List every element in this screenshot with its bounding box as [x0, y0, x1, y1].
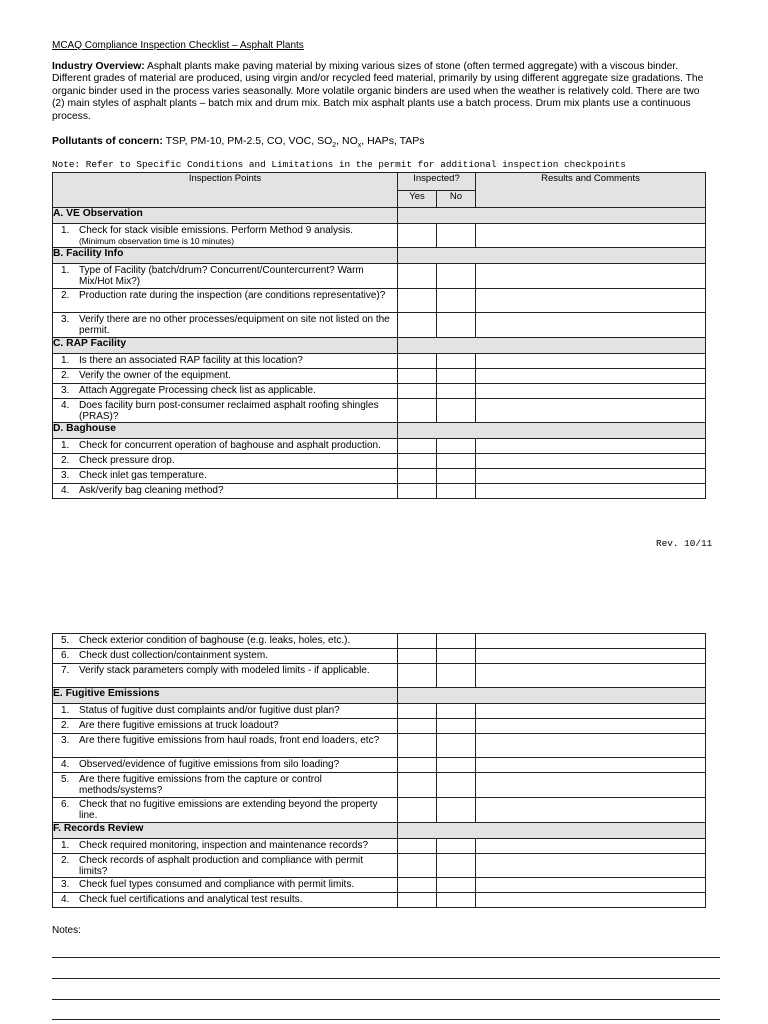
checklist-item-row [53, 893, 706, 908]
results-comments-field[interactable] [476, 312, 706, 337]
inspection-point [53, 368, 398, 383]
yes-checkbox[interactable] [398, 312, 437, 337]
inspection-point [53, 649, 398, 664]
checklist-item-row [53, 454, 706, 469]
section-results-cell [398, 248, 706, 264]
yes-checkbox[interactable] [398, 704, 437, 719]
notes-line [52, 999, 720, 1000]
section-header-row [53, 423, 706, 439]
inspection-point [53, 797, 398, 822]
item-number: 3. [61, 879, 70, 891]
item-text: Verify the owner of the equipment. [79, 369, 231, 381]
inspection-point [53, 758, 398, 773]
checklist-item-row [53, 312, 706, 337]
inspection-point [53, 383, 398, 398]
pollutants-of-concern [52, 135, 424, 150]
inspection-point [53, 704, 398, 719]
results-comments-field[interactable] [476, 469, 706, 484]
yes-checkbox[interactable] [398, 454, 437, 469]
no-checkbox[interactable] [437, 758, 476, 773]
item-number: 1. [61, 839, 70, 851]
item-number: 2. [61, 289, 70, 301]
yes-checkbox[interactable] [398, 383, 437, 398]
section-header-row [53, 822, 706, 838]
results-comments-field[interactable] [476, 264, 706, 289]
checklist-item-row [53, 853, 706, 878]
no-checkbox[interactable] [437, 773, 476, 798]
results-comments-field[interactable] [476, 634, 706, 649]
no-checkbox[interactable] [437, 893, 476, 908]
item-number: 6. [61, 650, 70, 661]
checklist-item-row [53, 439, 706, 454]
results-comments-field[interactable] [476, 719, 706, 734]
section-results-cell [398, 208, 706, 224]
inspection-point [53, 353, 398, 368]
yes-checkbox[interactable] [398, 893, 437, 908]
yes-checkbox[interactable] [398, 838, 437, 853]
inspection-point [53, 484, 398, 499]
item-number: 1. [61, 225, 70, 236]
no-checkbox[interactable] [437, 439, 476, 454]
checklist-item-row [53, 664, 706, 688]
item-text: Check dust collection/containment system. [79, 650, 268, 661]
results-comments-field[interactable] [476, 704, 706, 719]
pollutants-list: TSP, PM-10, PM-2.5, CO, VOC, $SO_2$, $NO_x$, HAPs, TAPs [165, 135, 425, 150]
item-text: Observed/evidence of fugitive emissions from silo loading? [79, 759, 340, 770]
item-text: Type of Facility (batch/drum? Concurrent/Countercurrent? Warm Mix/Hot Mix?) [79, 265, 364, 288]
no-header: No [437, 191, 476, 208]
checklist-item-row [53, 838, 706, 853]
section-header-row [53, 688, 706, 704]
item-number: 6. [61, 798, 70, 810]
no-checkbox[interactable] [437, 484, 476, 499]
results-comments-field[interactable] [476, 398, 706, 423]
no-checkbox[interactable] [437, 224, 476, 248]
item-number: 1. [61, 440, 70, 452]
inspection-point [53, 398, 398, 423]
item-text: Check required monitoring, inspection and maintenance records? [79, 839, 369, 851]
item-text: Are there fugitive emissions at truck loadout? [79, 720, 279, 731]
no-checkbox[interactable] [437, 398, 476, 423]
results-comments-field[interactable] [476, 893, 706, 908]
section-title: B. Facility Info [53, 248, 398, 264]
item-text: Check exterior condition of baghouse (e.g. leaks, holes, etc.). [79, 635, 351, 646]
checklist-item-row [53, 288, 706, 312]
checklist-item-row [53, 704, 706, 719]
yes-checkbox[interactable] [398, 484, 437, 499]
yes-checkbox[interactable] [398, 797, 437, 822]
results-comments-field[interactable] [476, 224, 706, 248]
no-checkbox[interactable] [437, 664, 476, 688]
inspection-points-header: Inspection Points [53, 173, 398, 208]
results-comments-field[interactable] [476, 758, 706, 773]
item-number: 1. [61, 354, 70, 366]
yes-checkbox[interactable] [398, 853, 437, 878]
item-text: Check fuel types consumed and compliance with permit limits. [79, 879, 355, 891]
item-number: 1. [61, 265, 70, 276]
yes-checkbox[interactable] [398, 719, 437, 734]
no-checkbox[interactable] [437, 838, 476, 853]
results-comments-field[interactable] [476, 383, 706, 398]
yes-checkbox[interactable] [398, 734, 437, 758]
item-number: 4. [61, 485, 70, 497]
no-checkbox[interactable] [437, 797, 476, 822]
item-number: 3. [61, 735, 70, 746]
results-comments-field[interactable] [476, 368, 706, 383]
inspection-point [53, 773, 398, 798]
item-number: 2. [61, 369, 70, 381]
no-checkbox[interactable] [437, 454, 476, 469]
item-subnote: (Minimum observation time is 10 minutes) [79, 236, 234, 247]
item-text: Check for stack visible emissions. Perform Method 9 analysis. [79, 225, 353, 236]
item-text: Attach Aggregate Processing check list as applicable. [79, 384, 316, 396]
checklist-item-row [53, 264, 706, 289]
section-results-cell [398, 337, 706, 353]
industry-overview [52, 61, 712, 123]
item-text: Verify stack parameters comply with modeled limits - if applicable. [79, 665, 370, 676]
notes-label: Notes: [52, 925, 81, 936]
checklist-item-row [53, 353, 706, 368]
inspection-point [53, 224, 398, 248]
section-title: C. RAP Facility [53, 337, 398, 353]
section-header-row [53, 248, 706, 264]
permit-note: Note: Refer to Specific Conditions and Limitations in the permit for additional inspection checkpoints [52, 159, 626, 170]
inspection-point [53, 634, 398, 649]
item-text: Production rate during the inspection (are conditions representative)? [79, 289, 386, 301]
inspection-checklist-table-continued [52, 633, 706, 908]
results-comments-field[interactable] [476, 853, 706, 878]
notes-line [52, 1019, 720, 1020]
inspection-point [53, 719, 398, 734]
item-text: Are there fugitive emissions from the capture or control methods/systems? [79, 774, 322, 797]
checklist-item-row [53, 383, 706, 398]
yes-checkbox[interactable] [398, 264, 437, 289]
no-checkbox[interactable] [437, 704, 476, 719]
item-number: 7. [61, 665, 70, 676]
no-checkbox[interactable] [437, 734, 476, 758]
checklist-item-row [53, 719, 706, 734]
checklist-item-row [53, 878, 706, 893]
item-text: Does facility burn post-consumer reclaimed asphalt roofing shingles (PRAS)? [79, 399, 379, 423]
inspection-point [53, 838, 398, 853]
no-checkbox[interactable] [437, 383, 476, 398]
section-results-cell [398, 423, 706, 439]
results-comments-field[interactable] [476, 664, 706, 688]
yes-checkbox[interactable] [398, 288, 437, 312]
results-comments-field[interactable] [476, 288, 706, 312]
notes-line [52, 978, 720, 979]
no-checkbox[interactable] [437, 634, 476, 649]
section-title: F. Records Review [53, 822, 398, 838]
no-checkbox[interactable] [437, 353, 476, 368]
checklist-item-row [53, 484, 706, 499]
no-checkbox[interactable] [437, 469, 476, 484]
results-comments-field[interactable] [476, 649, 706, 664]
checklist-item-row [53, 634, 706, 649]
item-text: Check records of asphalt production and compliance with permit limits? [79, 854, 364, 878]
results-comments-field[interactable] [476, 734, 706, 758]
item-number: 5. [61, 774, 70, 785]
section-results-cell [398, 688, 706, 704]
no-checkbox[interactable] [437, 288, 476, 312]
yes-checkbox[interactable] [398, 634, 437, 649]
revision-label: Rev. 10/11 [656, 538, 713, 549]
checklist-item-row [53, 649, 706, 664]
yes-checkbox[interactable] [398, 649, 437, 664]
inspected-header: Inspected? [398, 173, 476, 191]
no-checkbox[interactable] [437, 719, 476, 734]
overview-text: Asphalt plants make paving material by mixing various sizes of stone (often termed aggregate) with a viscous binder. Different grades of material are produced, using virgin and/or recycled feed material, primarily by using different aggregate size gradations. The organic binder used in the process varies seasonally. More volatile organic binders are used when the weather is relatively cold. There are two (2) main styles of asphalt plants – batch mix and drum mix. Batch mix asphalt plants use a batch process. Drum mix plants use a continuous process. [52, 61, 704, 122]
yes-checkbox[interactable] [398, 224, 437, 248]
item-number: 2. [61, 854, 70, 866]
checklist-item-row [53, 758, 706, 773]
yes-checkbox[interactable] [398, 469, 437, 484]
inspection-point [53, 264, 398, 289]
pollutants-label: Pollutants of concern: [52, 135, 163, 147]
inspection-point [53, 439, 398, 454]
yes-checkbox[interactable] [398, 439, 437, 454]
checklist-item-row [53, 773, 706, 798]
no-checkbox[interactable] [437, 264, 476, 289]
item-number: 2. [61, 455, 70, 467]
item-text: Check for concurrent operation of baghouse and asphalt production. [79, 440, 381, 452]
document-title: MCAQ Compliance Inspection Checklist – Asphalt Plants [52, 40, 304, 51]
inspection-point [53, 312, 398, 337]
yes-checkbox[interactable] [398, 878, 437, 893]
item-text: Are there fugitive emissions from haul roads, front end loaders, etc? [79, 735, 380, 746]
results-comments-field[interactable] [476, 454, 706, 469]
yes-checkbox[interactable] [398, 664, 437, 688]
checklist-item-row [53, 368, 706, 383]
inspection-point [53, 664, 398, 688]
item-text: Status of fugitive dust complaints and/or fugitive dust plan? [79, 705, 340, 716]
item-text: Check that no fugitive emissions are extending beyond the property line. [79, 798, 378, 822]
inspection-checklist-table [52, 172, 706, 499]
inspection-point [53, 878, 398, 893]
item-text: Ask/verify bag cleaning method? [79, 485, 224, 497]
no-checkbox[interactable] [437, 853, 476, 878]
inspection-point [53, 454, 398, 469]
item-text: Check fuel certifications and analytical test results. [79, 894, 303, 906]
section-title: D. Baghouse [53, 423, 398, 439]
no-checkbox[interactable] [437, 368, 476, 383]
no-checkbox[interactable] [437, 312, 476, 337]
item-number: 4. [61, 759, 70, 770]
yes-checkbox[interactable] [398, 353, 437, 368]
item-number: 1. [61, 705, 70, 716]
inspection-point [53, 853, 398, 878]
item-number: 4. [61, 399, 70, 411]
item-number: 3. [61, 313, 70, 325]
yes-checkbox[interactable] [398, 773, 437, 798]
results-comments-field[interactable] [476, 838, 706, 853]
inspection-point [53, 469, 398, 484]
checklist-item-row [53, 797, 706, 822]
no-checkbox[interactable] [437, 878, 476, 893]
section-title: E. Fugitive Emissions [53, 688, 398, 704]
section-header-row [53, 208, 706, 224]
no-checkbox[interactable] [437, 649, 476, 664]
inspection-point [53, 734, 398, 758]
results-comments-field[interactable] [476, 797, 706, 822]
checklist-item-row [53, 469, 706, 484]
results-comments-field[interactable] [476, 353, 706, 368]
results-comments-field[interactable] [476, 773, 706, 798]
section-header-row [53, 337, 706, 353]
item-text: Is there an associated RAP facility at this location? [79, 354, 303, 366]
notes-line [52, 957, 720, 958]
item-number: 3. [61, 384, 70, 396]
item-number: 4. [61, 894, 70, 906]
section-results-cell [398, 822, 706, 838]
item-text: Check inlet gas temperature. [79, 470, 207, 482]
yes-checkbox[interactable] [398, 758, 437, 773]
checklist-item-row [53, 734, 706, 758]
yes-checkbox[interactable] [398, 398, 437, 423]
table-header-row [53, 173, 706, 191]
inspection-point [53, 893, 398, 908]
item-text: Check pressure drop. [79, 455, 175, 467]
overview-label: Industry Overview: [52, 61, 145, 72]
yes-checkbox[interactable] [398, 368, 437, 383]
section-title: A. VE Observation [53, 208, 398, 224]
checklist-item-row [53, 224, 706, 248]
results-comments-field[interactable] [476, 878, 706, 893]
results-comments-field[interactable] [476, 484, 706, 499]
item-number: 5. [61, 635, 70, 646]
checklist-item-row [53, 398, 706, 423]
results-comments-header: Results and Comments [476, 173, 706, 208]
item-number: 2. [61, 720, 70, 731]
item-text: Verify there are no other processes/equipment on site not listed on the permit. [79, 313, 390, 337]
results-comments-field[interactable] [476, 439, 706, 454]
item-number: 3. [61, 470, 70, 482]
inspection-point [53, 288, 398, 312]
yes-header: Yes [398, 191, 437, 208]
